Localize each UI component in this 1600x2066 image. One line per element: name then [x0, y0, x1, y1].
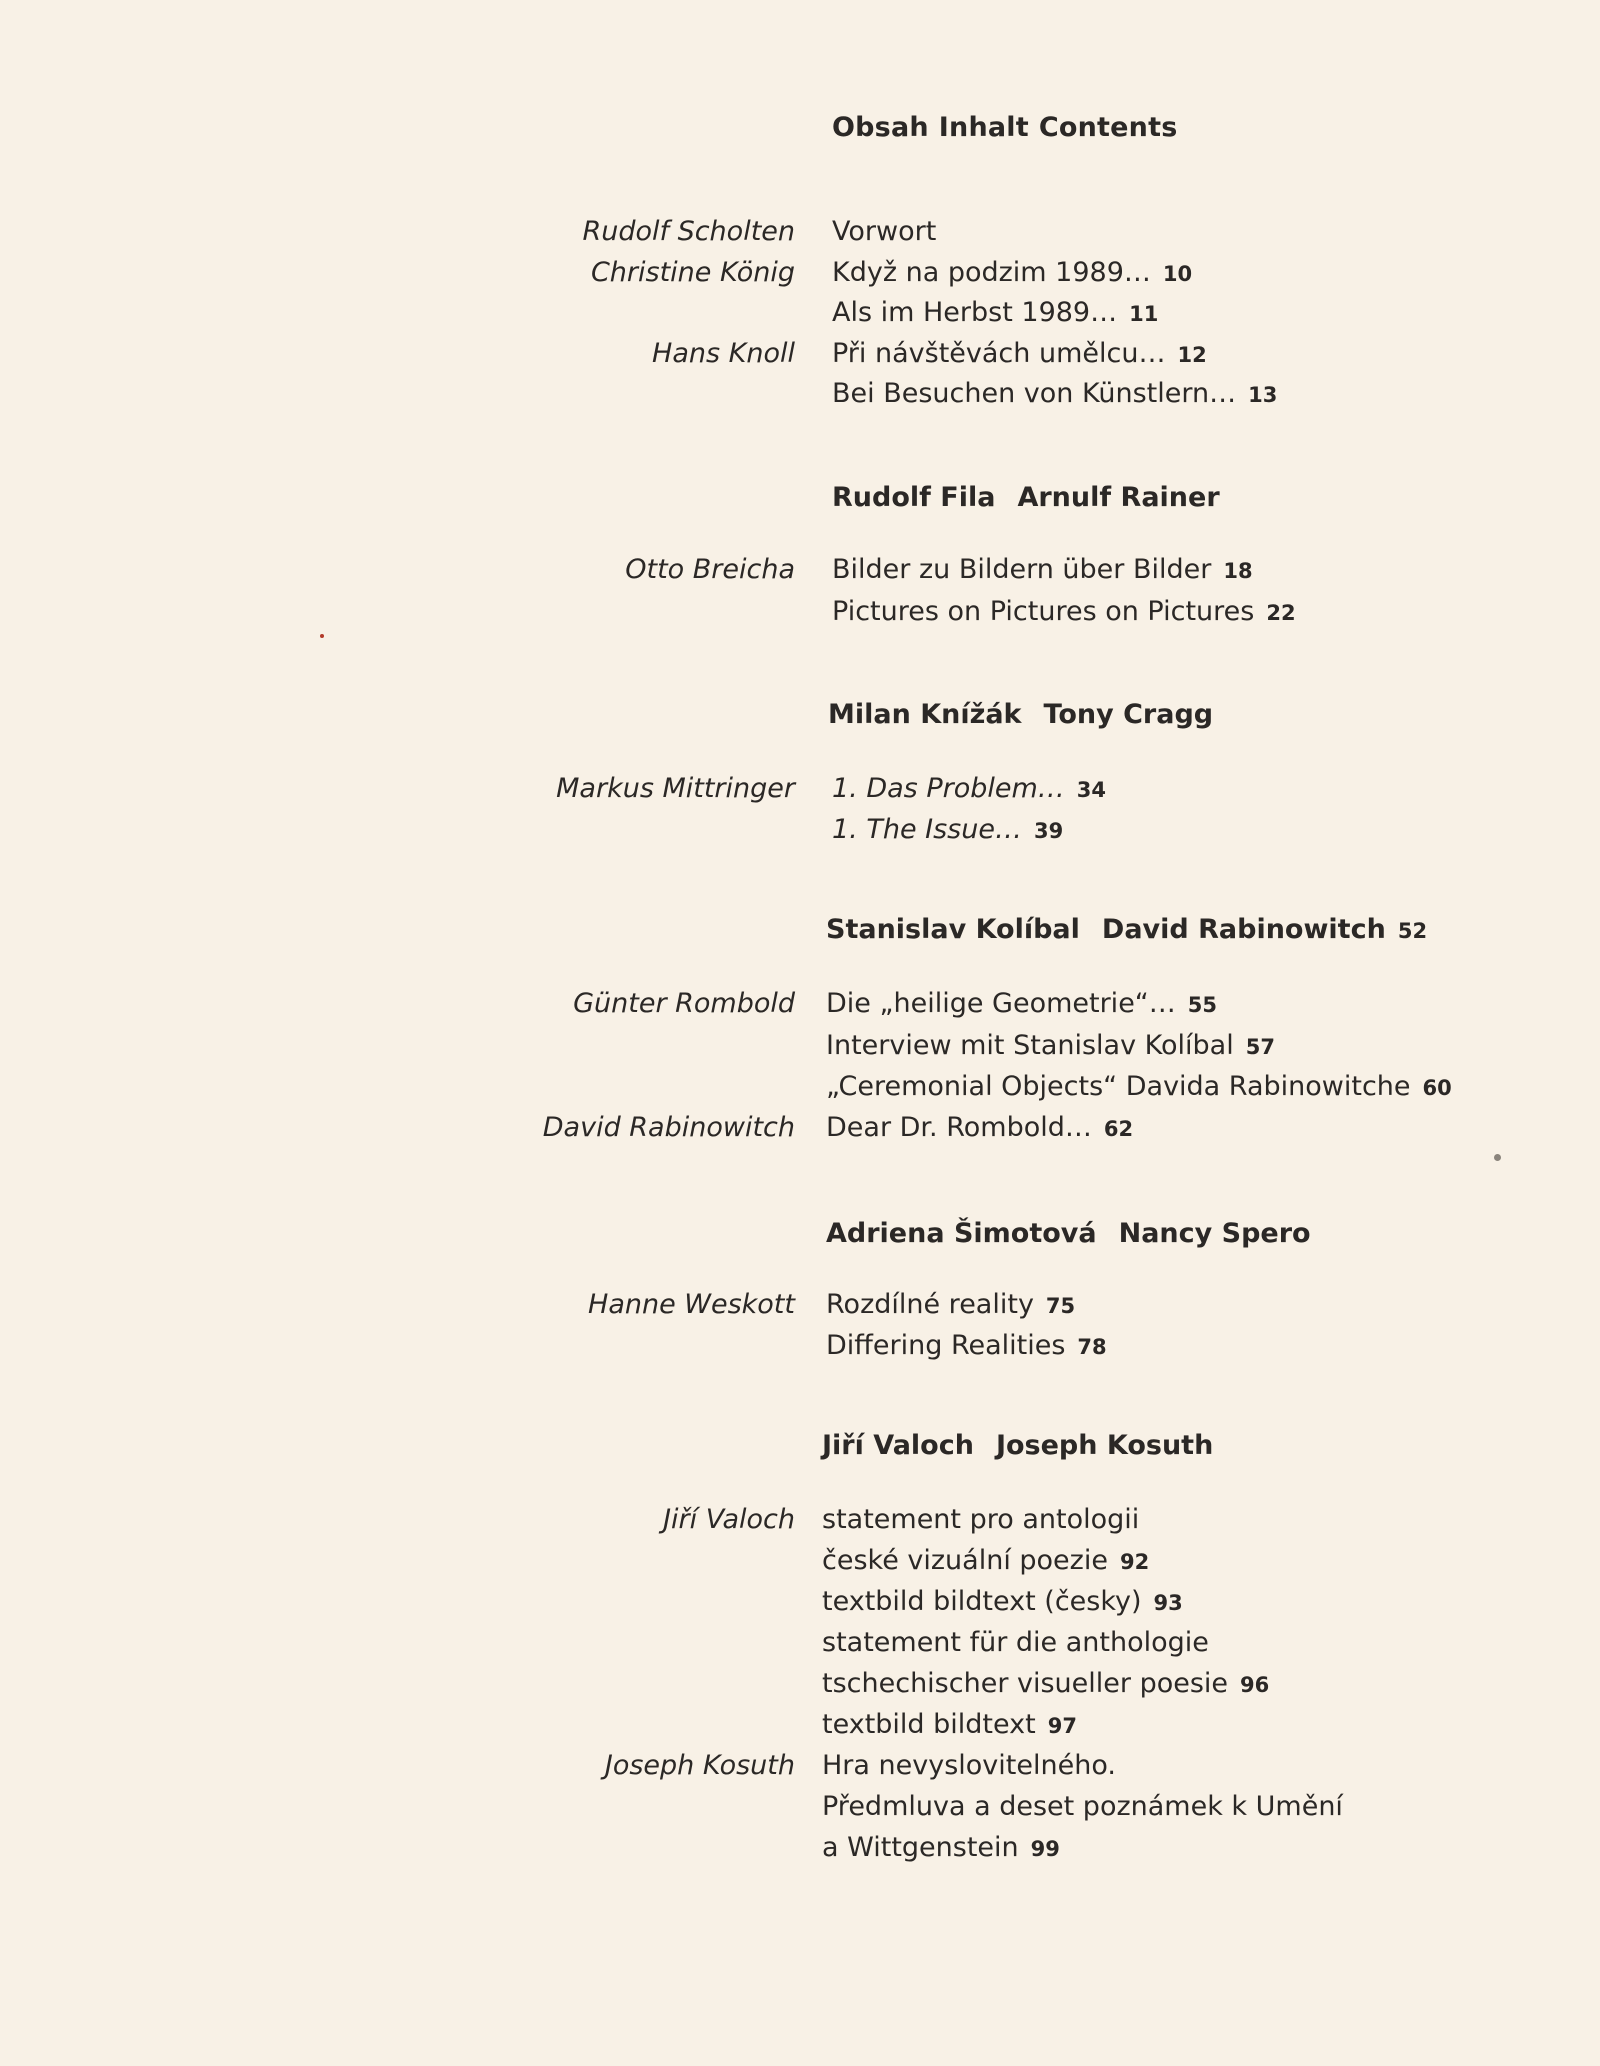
title-word-german: Inhalt: [938, 112, 1029, 143]
toc-entry-title: Bilder zu Bildern über Bilder: [832, 554, 1212, 585]
toc-entry-title: české vizuální poezie: [822, 1545, 1108, 1576]
toc-author: Christine König: [590, 257, 795, 288]
toc-entry-title: Differing Realities: [826, 1330, 1066, 1361]
toc-entry-title: Interview mit Stanislav Kolíbal: [826, 1030, 1234, 1061]
toc-entry: [822, 1668, 1269, 1699]
toc-page-number: 18: [1223, 559, 1253, 583]
toc-entry: [822, 1545, 1149, 1576]
toc-page-number: 13: [1248, 383, 1278, 407]
paper-speck: [1494, 1154, 1501, 1161]
toc-entry-title: textbild bildtext (česky): [822, 1586, 1142, 1617]
toc-entry: [832, 596, 1296, 627]
toc-entry: [832, 297, 1158, 328]
toc-entry: [826, 1330, 1107, 1361]
toc-entry-title: textbild bildtext: [822, 1709, 1036, 1740]
toc-entry: [832, 338, 1207, 369]
toc-entry: [832, 216, 936, 247]
toc-entry: [822, 1791, 1343, 1822]
section-heading: [822, 1430, 1213, 1461]
toc-page-number: 97: [1047, 1714, 1077, 1738]
artist-name: Tony Cragg: [1043, 699, 1214, 730]
toc-page-number: 34: [1076, 778, 1107, 802]
toc-entry: [822, 1504, 1139, 1535]
section-heading: [826, 914, 1427, 945]
toc-entry: [826, 1030, 1275, 1061]
toc-entry: [822, 1832, 1060, 1863]
toc-entry: [826, 1112, 1133, 1143]
toc-entry: [832, 814, 1063, 845]
toc-author: Jiří Valoch: [663, 1504, 795, 1535]
toc-entry-title: Bei Besuchen von Künstlern…: [832, 378, 1237, 409]
artist-name: Adriena Šimotová: [826, 1218, 1097, 1249]
toc-author: Markus Mittringer: [556, 773, 795, 804]
section-heading: [832, 482, 1220, 513]
toc-entry-title: „Ceremonial Objects“ Davida Rabinowitche: [826, 1071, 1411, 1102]
artist-name: David Rabinowitch: [1101, 914, 1386, 945]
toc-entry: [832, 554, 1253, 585]
toc-entry: [832, 257, 1192, 288]
toc-page-number: 92: [1119, 1550, 1150, 1574]
toc-page-number: 62: [1103, 1117, 1134, 1141]
toc-entry: [822, 1627, 1209, 1658]
toc-entry-title: Als im Herbst 1989…: [832, 297, 1118, 328]
toc-author: Hanne Weskott: [588, 1289, 795, 1320]
toc-entry: [832, 773, 1106, 804]
toc-entry-title: tschechischer visueller poesie: [822, 1668, 1229, 1699]
toc-author: Joseph Kosuth: [604, 1750, 795, 1781]
toc-page-number: 12: [1177, 343, 1207, 367]
toc-entry-title: a Wittgenstein: [822, 1832, 1019, 1863]
toc-entry-title: statement pro antologii: [822, 1504, 1140, 1535]
toc-entry: [826, 1071, 1452, 1102]
toc-page-number: 57: [1245, 1035, 1275, 1059]
toc-author: Hans Knoll: [652, 338, 795, 369]
toc-entry-title: statement für die anthologie: [822, 1627, 1209, 1658]
toc-page-number: 60: [1422, 1076, 1452, 1100]
toc-entry: [832, 378, 1277, 409]
toc-author: Rudolf Scholten: [582, 216, 795, 247]
toc-entry-title: 1. Das Problem…: [832, 773, 1065, 804]
toc-entry-title: Předmluva a deset poznámek k Umění: [822, 1791, 1343, 1822]
artist-name: Arnulf Rainer: [1017, 482, 1220, 513]
paper-speck: [320, 634, 324, 638]
toc-entry-title: Při návštěvách umělcu…: [832, 338, 1166, 369]
title-word-czech: Obsah: [832, 112, 929, 143]
section-heading: [828, 699, 1213, 730]
toc-entry-title: Když na podzim 1989…: [832, 257, 1151, 288]
toc-author: Otto Breicha: [625, 554, 795, 585]
artist-name: Jiří Valoch: [822, 1430, 974, 1461]
toc-entry-title: Die „heilige Geometrie“…: [826, 988, 1176, 1019]
toc-entry-title: Vorwort: [832, 216, 937, 247]
toc-page-number: 11: [1129, 302, 1159, 326]
toc-entry-title: Dear Dr. Rombold…: [826, 1112, 1092, 1143]
toc-page-number: 52: [1397, 919, 1428, 943]
toc-page-number: 39: [1033, 819, 1064, 843]
page-title: [832, 112, 1187, 143]
section-heading: [826, 1218, 1311, 1249]
toc-page-number: 10: [1162, 262, 1193, 286]
toc-entry-title: Hra nevyslovitelného.: [822, 1750, 1116, 1781]
title-word-english: Contents: [1038, 112, 1178, 143]
toc-entry: [826, 1289, 1075, 1320]
artist-name: Joseph Kosuth: [995, 1430, 1214, 1461]
toc-entry-title: Rozdílné reality: [826, 1289, 1034, 1320]
toc-page-number: 99: [1030, 1837, 1060, 1861]
toc-page-number: 96: [1240, 1673, 1270, 1697]
artist-name: Stanislav Kolíbal: [826, 914, 1080, 945]
artist-name: Nancy Spero: [1118, 1218, 1311, 1249]
toc-page-number: 93: [1153, 1591, 1183, 1615]
toc-author: Günter Rombold: [573, 988, 795, 1019]
toc-entry: [822, 1586, 1183, 1617]
toc-page-number: 55: [1187, 993, 1218, 1017]
toc-page-number: 78: [1077, 1335, 1107, 1359]
toc-page-number: 22: [1266, 601, 1296, 625]
artist-name: Milan Knížák: [828, 699, 1022, 730]
toc-entry: [822, 1750, 1116, 1781]
toc-entry: [822, 1709, 1077, 1740]
toc-entry: [826, 988, 1217, 1019]
toc-entry-title: Pictures on Pictures on Pictures: [832, 596, 1255, 627]
toc-author: David Rabinowitch: [542, 1112, 795, 1143]
toc-page-number: 75: [1045, 1294, 1076, 1318]
artist-name: Rudolf Fila: [832, 482, 996, 513]
toc-entry-title: 1. The Issue…: [832, 814, 1022, 845]
